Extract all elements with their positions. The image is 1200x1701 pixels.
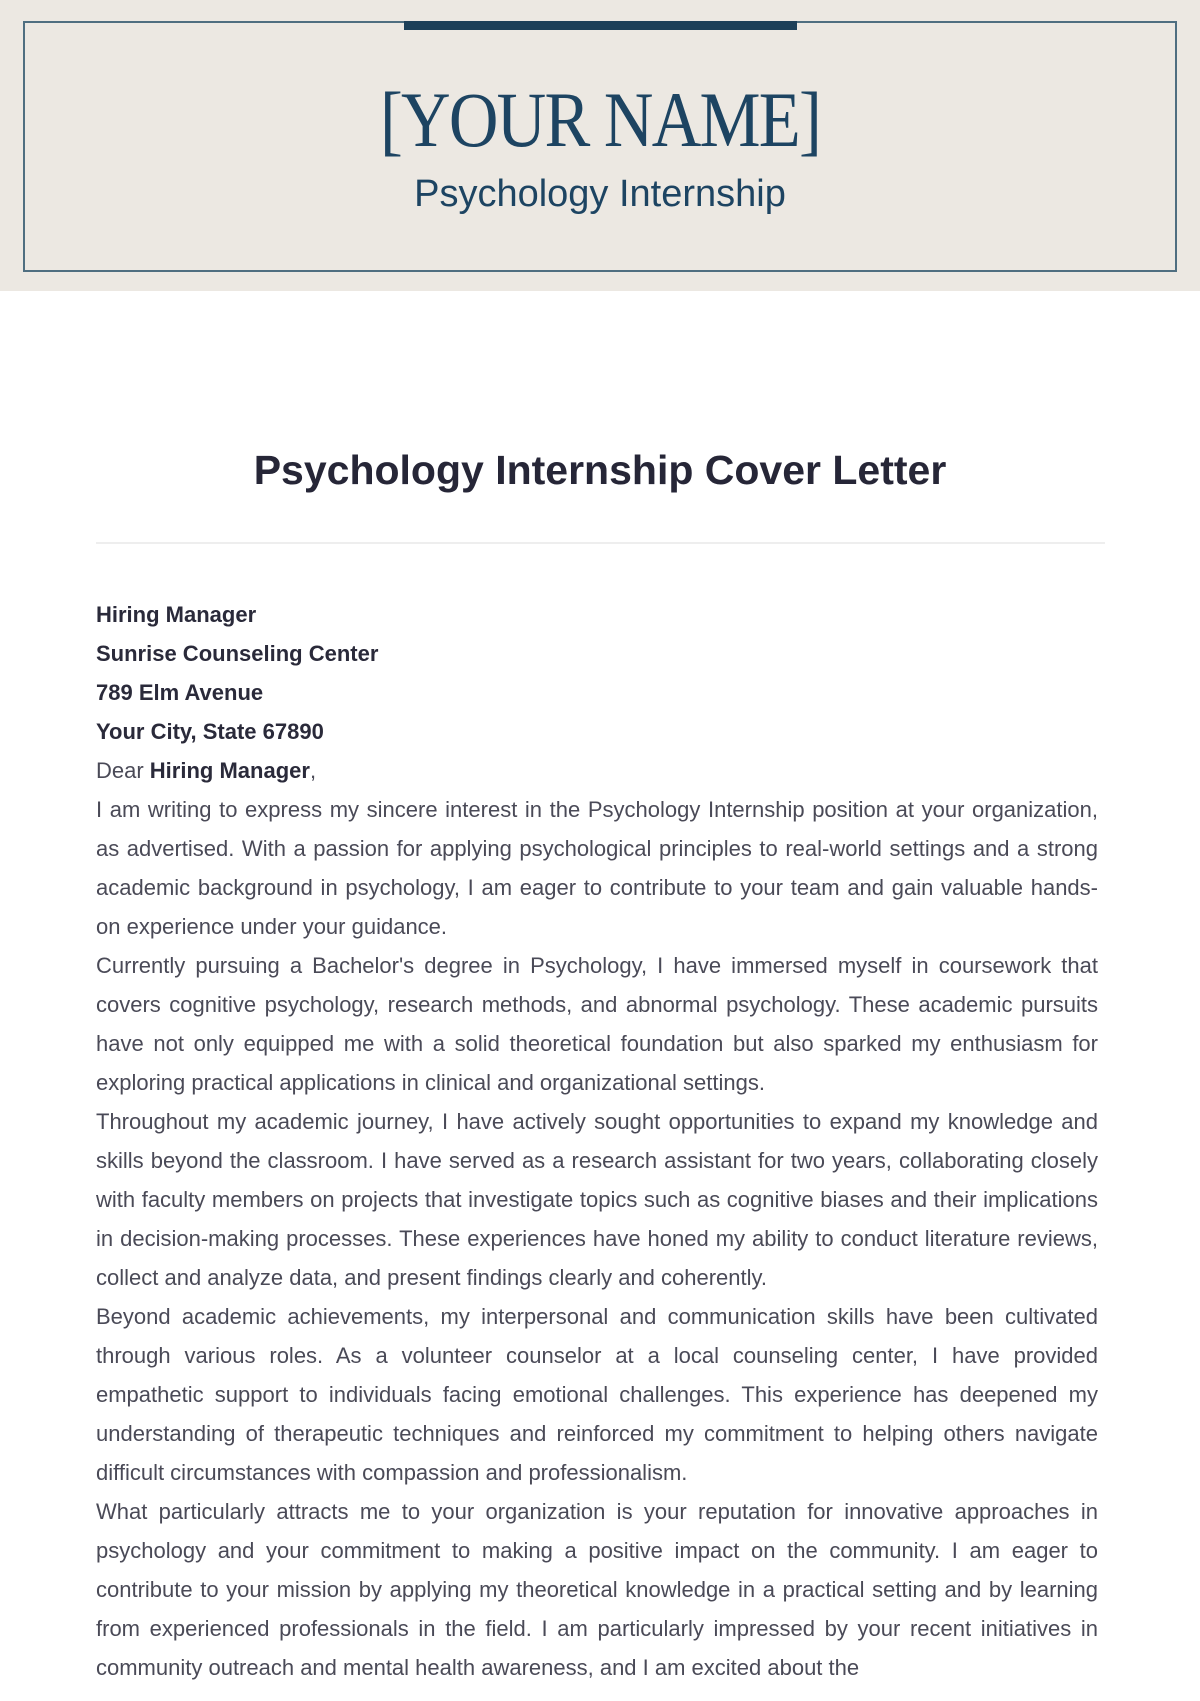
letter-body (96, 595, 1098, 1687)
salutation-name: Hiring Manager (149, 758, 310, 783)
paragraph: I am writing to express my sincere interest in the Psychology Internship position at your organization, as advertised. With a passion for applying psychological principles to real-world settings and a strong academic background in psychology, I am eager to contribute to your team and gain valuable hands-on experience under your guidance. (96, 797, 1098, 939)
divider (96, 542, 1105, 544)
salutation-prefix: Dear (96, 758, 150, 783)
recipient-city: Your City, State 67890 (96, 719, 324, 744)
salutation-suffix: , (309, 758, 317, 783)
paragraph: What particularly attracts me to your organization is your reputation for innovative approaches in psychology and your commitment to making a positive impact on the community. I am eager to contribute to your mission by applying my theoretical knowledge in a practical setting and by learning from experienced professionals in the field. I am particularly impressed by your recent initiatives in community outreach and mental health awareness, and I am excited about the (96, 1499, 1098, 1680)
recipient-name: Hiring Manager (96, 602, 257, 627)
paragraph: Beyond academic achievements, my interpersonal and communication skills have been cultivated through various roles. As a volunteer counselor at a local counseling center, I have provided empathetic support to individuals facing emotional challenges. This experience has deepened my understanding of therapeutic techniques and reinforced my commitment to helping others navigate difficult circumstances with compassion and professionalism. (96, 1304, 1098, 1485)
paragraph: Throughout my academic journey, I have actively sought opportunities to expand my knowledge and skills beyond the classroom. I have served as a research assistant for two years, collaborating closely with faculty members on projects that investigate topics such as cognitive biases and their implications in decision-making processes. These experiences have honed my ability to conduct literature reviews, collect and analyze data, and present findings clearly and coherently. (96, 1109, 1098, 1290)
paragraph: Currently pursuing a Bachelor's degree in Psychology, I have immersed myself in coursework that covers cognitive psychology, research methods, and abnormal psychology. These academic pursuits have not only equipped me with a solid theoretical foundation but also sparked my enthusiasm for exploring practical applications in clinical and organizational settings. (96, 953, 1098, 1095)
applicant-name: [YOUR NAME] (379, 76, 821, 163)
recipient-company: Sunrise Counseling Center (96, 641, 379, 666)
document-title: Psychology Internship Cover Letter (253, 447, 947, 493)
salutation (96, 751, 1098, 790)
recipient-street: 789 Elm Avenue (96, 680, 264, 705)
header-accent-bar (404, 21, 797, 30)
position-subtitle: Psychology Internship (414, 173, 786, 215)
